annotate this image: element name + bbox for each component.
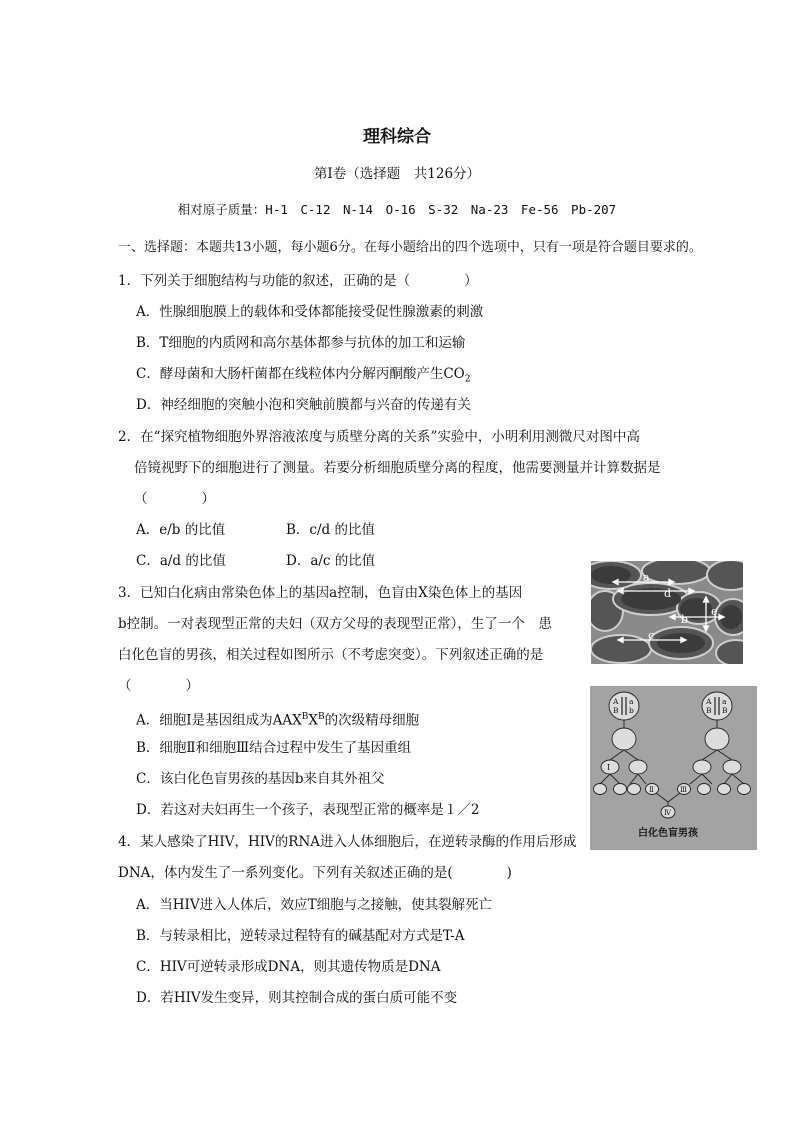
q4-stem-line1: 4．某人感染了HIV，HIV的RNA进入人体细胞后，在逆转录酶的作用后形成 [118, 834, 577, 850]
gene-label-right-top: A [706, 697, 712, 706]
roman-label-2: Ⅱ [649, 786, 654, 794]
q2-option-b: B．c/d 的比值 [286, 522, 375, 538]
q4-option-b: B．与转录相比，逆转录过程特有的碱基配对方式是T-A [136, 928, 465, 944]
q2-stem-line1: 2．在“探究植物细胞外界溶液浓度与质壁分离的关系”实验中，小明利用测微尺对图中高 [118, 429, 640, 445]
diagram-caption: 白化色盲男孩 [638, 828, 698, 839]
roman-label-1: Ⅰ [607, 763, 611, 772]
label-e: e [711, 605, 718, 618]
q3-option-d: D．若这对夫妇再生一个孩子，表现型正常的概率是１／2 [136, 802, 480, 818]
q1-option-c: C．酵母菌和大肠杆菌都在线粒体内分解丙酮酸产生$CO_2$ [136, 366, 471, 385]
gene-label-right-bottom-right: B [722, 706, 728, 715]
atomic-masses: 相对原子质量：H-1 C-12 N-14 O-16 S-32 Na-23 Fe-56 Pb-207 [177, 202, 617, 217]
gene-label-left-bottom: B [613, 706, 619, 715]
q1-option-a: A．性腺细胞膜上的载体和受体都能接受促性腺激素的刺激 [136, 304, 484, 320]
q2-option-c: C．a/d 的比值 [136, 553, 226, 569]
q1-stem: 1．下列关于细胞结构与功能的叙述，正确的是（ ） [118, 273, 478, 289]
q3-stem-line1: 3．已知白化病由常染色体上的基因a控制，色盲由X染色体上的基因 [118, 585, 523, 601]
label-c: c [648, 629, 655, 642]
q3-option-c: C．该白化色盲男孩的基因b来自其外祖父 [136, 771, 385, 787]
roman-label-4: Ⅳ [664, 809, 671, 817]
meiosis-diagram-figure [590, 686, 757, 850]
q2-stem-line3: （ ） [134, 491, 215, 507]
gene-label-right-top-right: a [722, 697, 727, 706]
q3-stem-line2: b控制。一对表现型正常的夫妇（双方父母的表现型正常），生了一个 患 [118, 616, 552, 632]
label-b: b [681, 613, 689, 626]
q4-option-d: D．若HIV发生变异，则其控制合成的蛋白质可能不变 [136, 990, 458, 1006]
q4-option-c: C．HIV可逆转录形成DNA，则其遗传物质是DNA [136, 959, 441, 975]
q3-stem-line4: （ ） [118, 678, 199, 694]
q3-stem-line3: 白化色盲的男孩，相关过程如图所示（不考虑突变）。下列叙述正确的是 [118, 647, 544, 663]
q1-option-d: D．神经细胞的突触小泡和突触前膜都与兴奋的传递有关 [136, 397, 471, 413]
q3-option-a: A．细胞Ⅰ是基因组成为$AAX^BX^B$的次级精母细胞 [136, 712, 420, 729]
q4-stem-line2: DNA，体内发生了一系列变化。下列有关叙述正确的是( ) [118, 865, 512, 881]
roman-label-3: Ⅲ [680, 786, 687, 794]
section-heading: 一、选择题：本题共13小题，每小题6分。在每小题给出的四个选项中，只有一项是符合题目要求的。 [118, 240, 702, 255]
page-title: 理科综合 [363, 127, 431, 147]
gene-label-left-bottom-right: b [629, 706, 634, 715]
q2-option-d: D．a/c 的比值 [286, 553, 376, 569]
section-subtitle: 第Ⅰ卷（选择题 共126分） [313, 166, 481, 182]
gene-label-right-bottom: B [706, 706, 712, 715]
q1-option-b: B．T细胞的内质网和高尔基体都参与抗体的加工和运输 [136, 335, 466, 351]
label-d: d [664, 587, 672, 600]
q4-option-a: A．当HIV进入人体后，效应T细胞与之接触，使其裂解死亡 [136, 897, 493, 913]
gene-label-left-top: A [613, 697, 619, 706]
q3-option-b: B．细胞Ⅱ和细胞Ⅲ结合过程中发生了基因重组 [136, 740, 412, 756]
q2-stem-line2: 倍镜视野下的细胞进行了测量。若要分析细胞质壁分离的程度，他需要测量并计算数据是 [134, 460, 661, 476]
q2-option-a: A．e/b 的比值 [136, 522, 226, 538]
gene-label-left-top-right: a [629, 697, 634, 706]
label-a: a [643, 571, 650, 584]
cell-micrograph-figure [591, 561, 743, 664]
